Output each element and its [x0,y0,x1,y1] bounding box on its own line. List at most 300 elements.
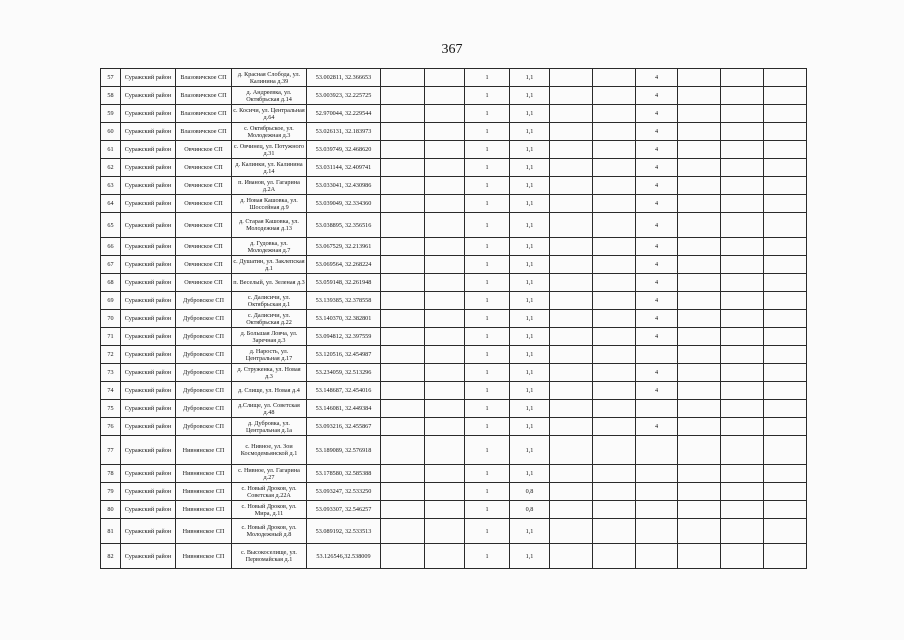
empty-cell [764,238,807,256]
row-number: 82 [101,544,121,569]
empty-cell [593,87,636,105]
bins-cell [636,544,678,569]
empty-cell [678,483,721,501]
row-number: 64 [101,195,121,213]
quantity-cell: 1 [465,436,510,465]
district-cell: Суражский район [121,544,176,569]
empty-cell [550,483,593,501]
district-cell: Суражский район [121,436,176,465]
table-row [101,483,807,501]
empty-cell [764,400,807,418]
empty-cell [721,69,764,87]
row-number: 70 [101,310,121,328]
empty-cell [381,418,425,436]
empty-cell [764,310,807,328]
empty-cell [425,519,465,544]
empty-cell [721,501,764,519]
row-number: 73 [101,364,121,382]
district-cell: Суражский район [121,159,176,177]
empty-cell [593,418,636,436]
empty-cell [721,382,764,400]
bins-cell: 4 [636,418,678,436]
settlement-cell: Дубровское СП [176,346,232,364]
settlement-cell: Дубровское СП [176,418,232,436]
quantity-cell: 1 [465,159,510,177]
empty-cell [550,346,593,364]
empty-cell [678,328,721,346]
register-table [100,68,807,569]
empty-cell [550,292,593,310]
empty-cell [678,213,721,238]
empty-cell [381,141,425,159]
empty-cell [425,105,465,123]
empty-cell [381,364,425,382]
empty-cell [678,310,721,328]
address-cell: д. Дубровка, ул. Центральная д.1а [232,418,307,436]
empty-cell [381,177,425,195]
district-cell: Суражский район [121,346,176,364]
empty-cell [381,292,425,310]
coordinates-cell: 53.059148, 32.261948 [307,274,381,292]
coordinates-cell: 53.120516, 32.454987 [307,346,381,364]
table-row [101,292,807,310]
empty-cell [721,87,764,105]
volume-cell: 1,1 [510,346,550,364]
table-row [101,141,807,159]
empty-cell [721,195,764,213]
district-cell: Суражский район [121,310,176,328]
empty-cell [381,238,425,256]
row-number: 68 [101,274,121,292]
empty-cell [678,256,721,274]
settlement-cell: Дубровское СП [176,292,232,310]
volume-cell: 1,1 [510,328,550,346]
quantity-cell: 1 [465,483,510,501]
district-cell: Суражский район [121,501,176,519]
row-number: 75 [101,400,121,418]
bins-cell: 4 [636,364,678,382]
empty-cell [678,346,721,364]
empty-cell [593,105,636,123]
bins-cell: 4 [636,256,678,274]
empty-cell [721,238,764,256]
empty-cell [764,274,807,292]
empty-cell [678,87,721,105]
empty-cell [678,436,721,465]
settlement-cell: Влазовичское СП [176,87,232,105]
district-cell: Суражский район [121,141,176,159]
empty-cell [678,141,721,159]
table-row [101,310,807,328]
address-cell: с. Октябрьское, ул. Молодежная д.3 [232,123,307,141]
quantity-cell: 1 [465,328,510,346]
empty-cell [593,483,636,501]
empty-cell [764,544,807,569]
empty-cell [381,123,425,141]
empty-cell [764,418,807,436]
settlement-cell: Овчинское СП [176,195,232,213]
empty-cell [550,195,593,213]
row-number: 65 [101,213,121,238]
empty-cell [593,141,636,159]
district-cell: Суражский район [121,238,176,256]
table-row [101,519,807,544]
empty-cell [425,123,465,141]
quantity-cell: 1 [465,238,510,256]
bins-cell: 4 [636,328,678,346]
empty-cell [678,195,721,213]
address-cell: с. Новый Дроков, ул. Молодежный д.8 [232,519,307,544]
empty-cell [593,274,636,292]
volume-cell: 1,1 [510,418,550,436]
empty-cell [550,87,593,105]
address-cell: с. Далисичи, ул. Октябрьская д.22 [232,310,307,328]
settlement-cell: Дубровское СП [176,328,232,346]
empty-cell [550,256,593,274]
bins-cell: 4 [636,213,678,238]
row-number: 79 [101,483,121,501]
empty-cell [425,238,465,256]
empty-cell [550,310,593,328]
volume-cell: 1,1 [510,364,550,382]
coordinates-cell: 53.148687, 32.454016 [307,382,381,400]
empty-cell [550,141,593,159]
quantity-cell: 1 [465,105,510,123]
empty-cell [764,87,807,105]
bins-cell [636,501,678,519]
table-row [101,213,807,238]
row-number: 72 [101,346,121,364]
row-number: 61 [101,141,121,159]
empty-cell [721,418,764,436]
row-number: 67 [101,256,121,274]
settlement-cell: Овчинское СП [176,256,232,274]
empty-cell [678,123,721,141]
empty-cell [764,256,807,274]
empty-cell [593,519,636,544]
quantity-cell: 1 [465,501,510,519]
empty-cell [425,544,465,569]
quantity-cell: 1 [465,292,510,310]
bins-cell [636,400,678,418]
settlement-cell: Нивнянское СП [176,544,232,569]
address-cell: д. Андреевка, ул. Октябрьская д.14 [232,87,307,105]
empty-cell [550,544,593,569]
address-cell: д. Красная Слобода, ул. Калинина д.39 [232,69,307,87]
bins-cell: 4 [636,69,678,87]
empty-cell [678,69,721,87]
empty-cell [381,346,425,364]
coordinates-cell: 53.146081, 32.449384 [307,400,381,418]
empty-cell [721,328,764,346]
volume-cell: 1,1 [510,292,550,310]
empty-cell [550,69,593,87]
row-number: 78 [101,465,121,483]
district-cell: Суражский район [121,123,176,141]
empty-cell [425,436,465,465]
empty-cell [764,213,807,238]
address-cell: д. Старая Кашовка, ул. Молодежная д.13 [232,213,307,238]
empty-cell [425,418,465,436]
empty-cell [593,195,636,213]
quantity-cell: 1 [465,346,510,364]
empty-cell [678,544,721,569]
bins-cell: 4 [636,141,678,159]
row-number: 66 [101,238,121,256]
address-cell: д. Нарость, ул. Центральная д.17 [232,346,307,364]
volume-cell: 0,8 [510,483,550,501]
empty-cell [550,364,593,382]
volume-cell: 1,1 [510,213,550,238]
row-number: 80 [101,501,121,519]
district-cell: Суражский район [121,465,176,483]
volume-cell: 1,1 [510,382,550,400]
empty-cell [593,177,636,195]
bins-cell: 4 [636,310,678,328]
empty-cell [678,292,721,310]
empty-cell [550,519,593,544]
bins-cell [636,346,678,364]
settlement-cell: Овчинское СП [176,213,232,238]
quantity-cell: 1 [465,213,510,238]
table-row [101,123,807,141]
empty-cell [381,436,425,465]
coordinates-cell: 53.126546,32.538009 [307,544,381,569]
quantity-cell: 1 [465,141,510,159]
empty-cell [381,256,425,274]
empty-cell [678,177,721,195]
settlement-cell: Дубровское СП [176,382,232,400]
empty-cell [425,159,465,177]
coordinates-cell: 53.003923, 32.225725 [307,87,381,105]
coordinates-cell: 53.039049, 32.334360 [307,195,381,213]
empty-cell [721,274,764,292]
settlement-cell: Овчинское СП [176,159,232,177]
address-cell: с. Далисичи, ул. Октябрьская д.1 [232,292,307,310]
volume-cell: 1,1 [510,69,550,87]
table-row [101,465,807,483]
table-row [101,69,807,87]
bins-cell: 4 [636,292,678,310]
quantity-cell: 1 [465,544,510,569]
empty-cell [550,123,593,141]
empty-cell [425,274,465,292]
settlement-cell: Дубровское СП [176,400,232,418]
settlement-cell: Овчинское СП [176,274,232,292]
coordinates-cell: 53.039749, 32.468620 [307,141,381,159]
address-cell: п. Веселый, ул. Зеленая д.3 [232,274,307,292]
empty-cell [764,436,807,465]
coordinates-cell: 53.089192, 32.533513 [307,519,381,544]
row-number: 57 [101,69,121,87]
empty-cell [593,256,636,274]
empty-cell [381,213,425,238]
district-cell: Суражский район [121,292,176,310]
empty-cell [425,310,465,328]
empty-cell [678,418,721,436]
coordinates-cell: 53.067529, 32.213961 [307,238,381,256]
empty-cell [593,382,636,400]
table-row [101,382,807,400]
empty-cell [593,310,636,328]
empty-cell [425,195,465,213]
coordinates-cell: 53.178580, 32.585388 [307,465,381,483]
table-row [101,418,807,436]
empty-cell [593,400,636,418]
settlement-cell: Овчинское СП [176,141,232,159]
table-row [101,364,807,382]
empty-cell [381,69,425,87]
address-cell: с. Нивное, ул. Гагарина д.27 [232,465,307,483]
district-cell: Суражский район [121,418,176,436]
bins-cell: 4 [636,159,678,177]
quantity-cell: 1 [465,274,510,292]
empty-cell [593,292,636,310]
empty-cell [381,87,425,105]
empty-cell [678,501,721,519]
empty-cell [593,159,636,177]
page-number: 367 [441,42,463,57]
volume-cell: 1,1 [510,436,550,465]
volume-cell: 1,1 [510,123,550,141]
empty-cell [381,195,425,213]
empty-cell [764,69,807,87]
quantity-cell: 1 [465,400,510,418]
row-number: 60 [101,123,121,141]
settlement-cell: Нивнянское СП [176,436,232,465]
address-cell: с. Новый Дроков, ул. Мира, д.11 [232,501,307,519]
empty-cell [721,346,764,364]
empty-cell [721,400,764,418]
volume-cell: 1,1 [510,400,550,418]
coordinates-cell: 53.033041, 32.430986 [307,177,381,195]
empty-cell [425,141,465,159]
empty-cell [550,274,593,292]
empty-cell [764,292,807,310]
empty-cell [721,177,764,195]
empty-cell [381,382,425,400]
empty-cell [425,346,465,364]
empty-cell [381,310,425,328]
empty-cell [550,465,593,483]
quantity-cell: 1 [465,519,510,544]
empty-cell [593,501,636,519]
table-row [101,195,807,213]
table-row [101,274,807,292]
table-row [101,159,807,177]
settlement-cell: Нивнянское СП [176,483,232,501]
empty-cell [550,400,593,418]
district-cell: Суражский район [121,256,176,274]
table-row [101,544,807,569]
empty-cell [721,519,764,544]
row-number: 69 [101,292,121,310]
empty-cell [764,159,807,177]
address-cell: д. Новая Кашовка, ул. Шоссейная д.9 [232,195,307,213]
empty-cell [381,274,425,292]
settlement-cell: Нивнянское СП [176,465,232,483]
table-body [101,69,807,569]
empty-cell [550,418,593,436]
volume-cell: 0,8 [510,501,550,519]
table-row [101,177,807,195]
empty-cell [678,519,721,544]
coordinates-cell: 53.069564, 32.268224 [307,256,381,274]
quantity-cell: 1 [465,123,510,141]
quantity-cell: 1 [465,364,510,382]
empty-cell [764,465,807,483]
quantity-cell: 1 [465,418,510,436]
empty-cell [425,213,465,238]
empty-cell [593,328,636,346]
empty-cell [381,400,425,418]
quantity-cell: 1 [465,382,510,400]
row-number: 77 [101,436,121,465]
settlement-cell: Овчинское СП [176,238,232,256]
empty-cell [721,123,764,141]
volume-cell: 1,1 [510,177,550,195]
empty-cell [764,364,807,382]
empty-cell [425,483,465,501]
row-number: 63 [101,177,121,195]
address-cell: с. Высокоселище, ул. Первомайская д.1 [232,544,307,569]
empty-cell [721,465,764,483]
coordinates-cell: 53.093307, 32.546257 [307,501,381,519]
table-row [101,400,807,418]
empty-cell [764,141,807,159]
settlement-cell: Влазовичское СП [176,69,232,87]
table-row [101,501,807,519]
empty-cell [425,400,465,418]
settlement-cell: Овчинское СП [176,177,232,195]
bins-cell: 4 [636,177,678,195]
district-cell: Суражский район [121,400,176,418]
empty-cell [425,87,465,105]
empty-cell [425,382,465,400]
empty-cell [678,400,721,418]
bins-cell: 4 [636,195,678,213]
empty-cell [721,105,764,123]
address-cell: д.Слище, ул. Советская д.48 [232,400,307,418]
empty-cell [764,382,807,400]
district-cell: Суражский район [121,274,176,292]
bins-cell: 4 [636,238,678,256]
quantity-cell: 1 [465,195,510,213]
address-cell: д. Слище, ул. Новая д.4 [232,382,307,400]
volume-cell: 1,1 [510,105,550,123]
coordinates-cell: 53.234059, 32.513296 [307,364,381,382]
empty-cell [593,213,636,238]
empty-cell [721,364,764,382]
district-cell: Суражский район [121,519,176,544]
empty-cell [764,346,807,364]
settlement-cell: Дубровское СП [176,364,232,382]
row-number: 62 [101,159,121,177]
address-cell: с. Нивное, ул. Зои Космодемьянской д.1 [232,436,307,465]
address-cell: д. Струженка, ул. Новая д.3 [232,364,307,382]
district-cell: Суражский район [121,195,176,213]
settlement-cell: Нивнянское СП [176,501,232,519]
empty-cell [764,483,807,501]
quantity-cell: 1 [465,177,510,195]
empty-cell [678,105,721,123]
empty-cell [550,159,593,177]
district-cell: Суражский район [121,483,176,501]
empty-cell [593,238,636,256]
table-row [101,105,807,123]
empty-cell [678,465,721,483]
empty-cell [721,436,764,465]
